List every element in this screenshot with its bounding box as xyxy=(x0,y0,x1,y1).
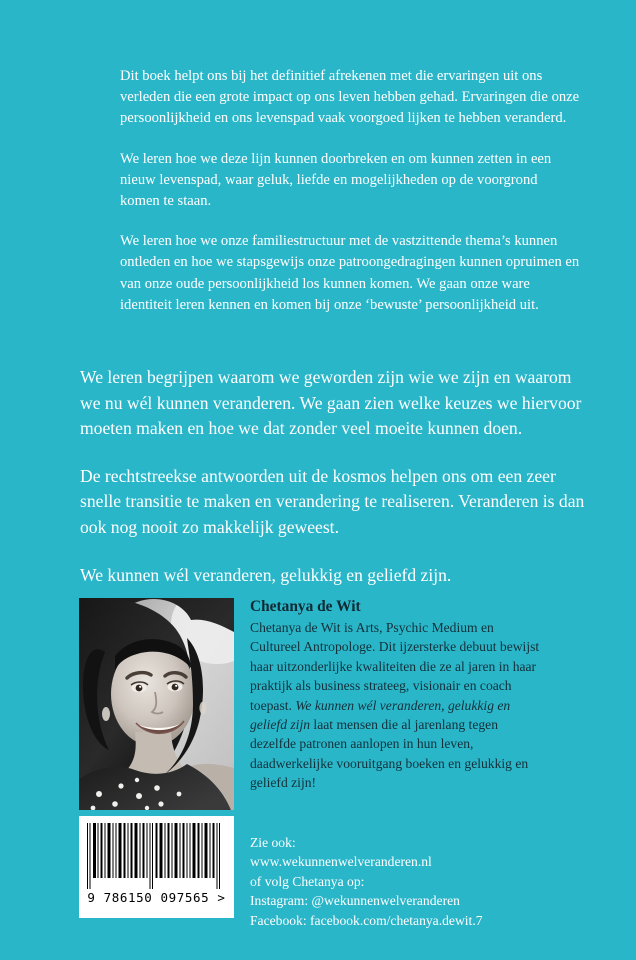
author-name: Chetanya de Wit xyxy=(250,598,361,615)
book-title-mention: We kunnen wél veranderen, gelukkig en geliefd zijn xyxy=(250,697,511,733)
blurb-small-block xyxy=(120,66,580,335)
blurb-small-paragraph-1: Dit boek helpt ons bij het definitief afrekenen met die ervaringen uit ons verleden die een grote impact op ons leven hebben gehad. Ervaringen die onze persoonlijkheid en ons levenspad vaak voorgoed lijken te hebben veranderd. xyxy=(120,68,580,127)
blurb-large-paragraph-2: De rechtstreekse antwoorden uit de kosmos helpen ons om een zeer snelle transitie te maken en verandering te realiseren. Veranderen is dan ook nog nooit zo makkelijk geweest. xyxy=(80,465,585,537)
barcode-bars-icon xyxy=(84,823,229,889)
blurb-small-paragraph-2: We leren hoe we deze lijn kunnen doorbreken en om kunnen zetten in een nieuw levenspad, waar geluk, liefde en mogelijkheden op de voorgrond komen te staan. xyxy=(120,150,552,210)
author-bio-block xyxy=(250,596,542,793)
contact-see-also-label: Zie ook: xyxy=(250,835,296,850)
portrait-illustration-icon xyxy=(79,598,234,810)
blurb-small-paragraph-3: We leren hoe we onze familiestructuur met de vastzittende thema’s kunnen ontleden en hoe we stapsgewijs onze patroongedragingen kunnen opruimen en van onze oude persoonlijkheid los kunnen komen. We gaan onze ware identiteit leren kennen en komen bij onze ‘bewuste’ persoonlijkheid uit. xyxy=(120,233,580,313)
isbn-barcode xyxy=(79,816,234,918)
author-bio-part1: Chetanya de Wit is Arts, Psychic Medium en Cultureel Antropologe. Dit ijzersterke debuut bewijst haar uitzonderlijke kwaliteiten die ze al jaren in haar praktijk als business strateeg, visionair en coach toepast. xyxy=(250,620,540,713)
blurb-large-paragraph-1: We leren begrijpen waarom we geworden zijn wie we zijn en waarom we nu wél kunnen veranderen. We gaan zien welke keuzes we hiervoor moeten maken en hoe we dat zonder veel moeite kunnen doen. xyxy=(80,367,582,439)
contact-facebook-link[interactable]: Facebook: facebook.com/chetanya.dewit.7 xyxy=(250,912,483,928)
contact-block xyxy=(250,833,580,930)
blurb-large-block xyxy=(80,365,592,610)
contact-follow-label: of volg Chetanya op: xyxy=(250,873,365,889)
contact-instagram-link[interactable]: Instagram: @wekunnenwelveranderen xyxy=(250,893,460,909)
contact-website-link[interactable]: www.wekunnenwelveranderen.nl xyxy=(250,854,432,870)
author-bio-text xyxy=(250,618,542,793)
author-bio-part2: laat mensen die al jarenlang tegen dezelfde patronen aanlopen in hun leven, daadwerkelijke vooruitgang boeken en gelukkig en geliefd zijn! xyxy=(250,717,529,791)
isbn-digits: 9 786150 097565 > xyxy=(87,890,226,905)
author-portrait-photo xyxy=(79,598,234,810)
blurb-large-paragraph-3: We kunnen wél veranderen, gelukkig en geliefd zijn. xyxy=(80,564,452,585)
